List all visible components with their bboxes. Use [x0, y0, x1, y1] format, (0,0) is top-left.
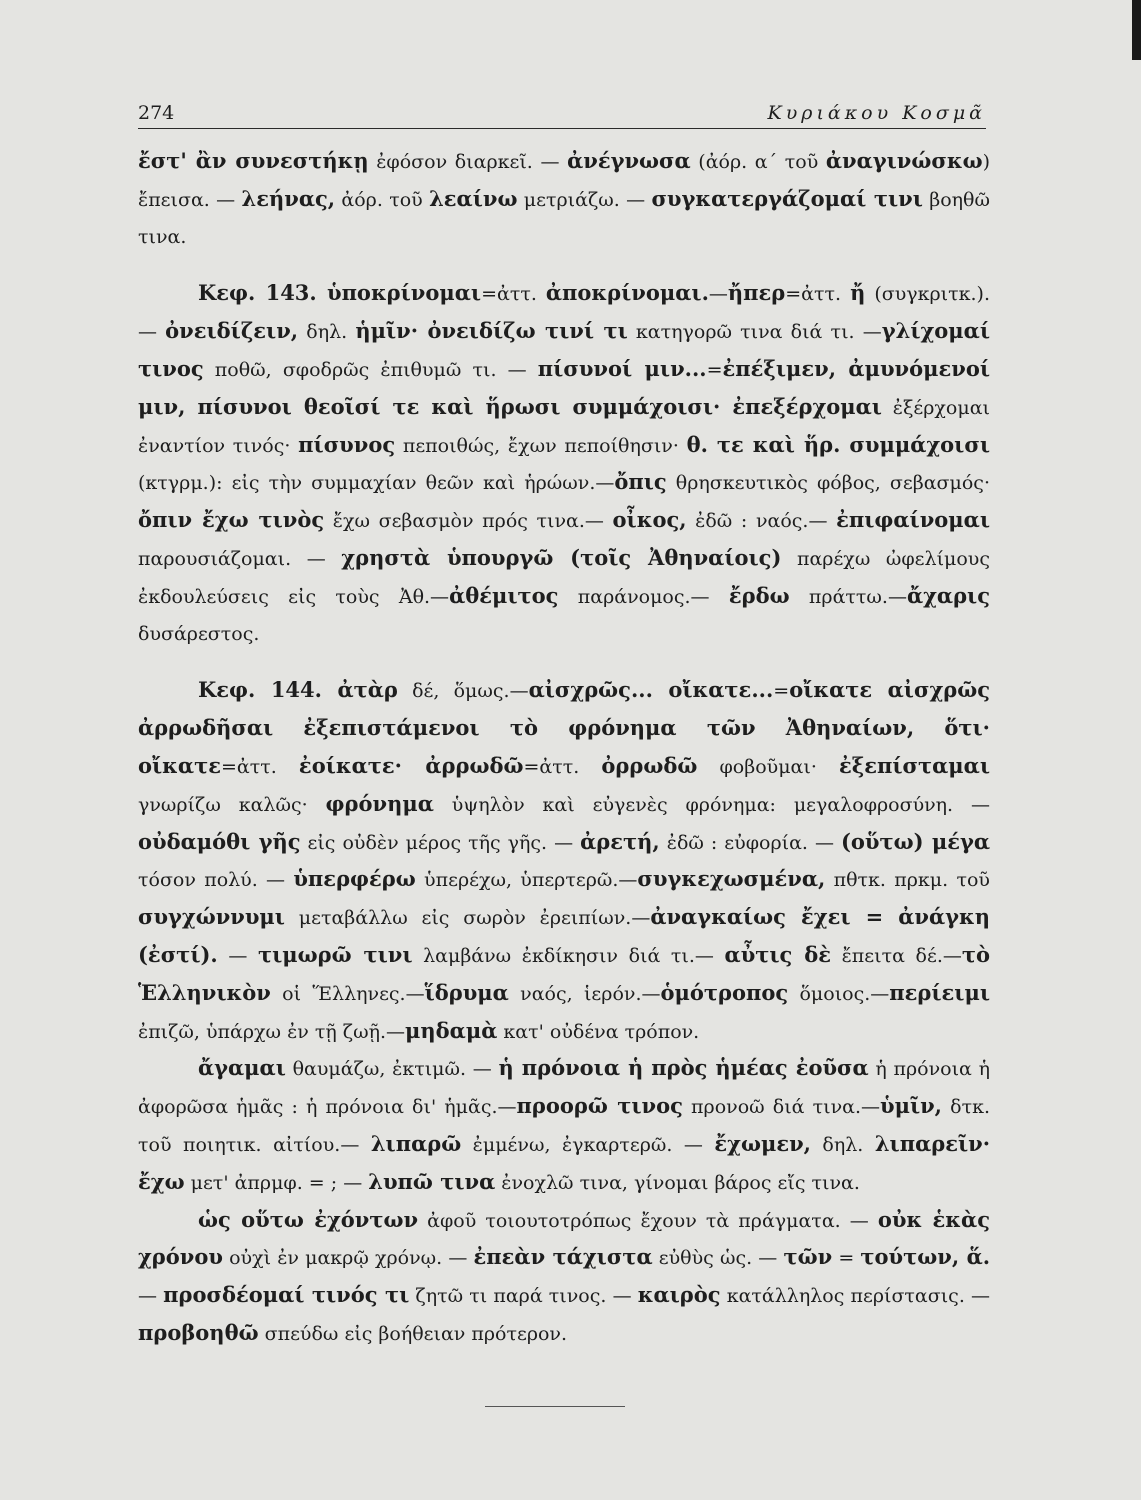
running-head: Κυριάκου Κοσμᾶ: [767, 102, 986, 124]
page-body: [138, 143, 990, 1353]
header-rule: [138, 128, 986, 129]
end-rule: [485, 1406, 625, 1407]
page-header: [138, 100, 986, 130]
paragraph: ἔστ' ἂν συνεστήκῃ ἐφόσον διαρκεῖ. — ἀνέγνωσα (ἀόρ. α΄ τοῦ ἀναγινώσκω) ἔπεισα. — λεήνας, ἀόρ. τοῦ λεαίνω μετριάζω. — συγκατεργάζομαί τινι βοηθῶ τινα.: [138, 148, 990, 248]
paragraph: ὡς οὕτω ἐχόντων ἀφοῦ τοιουτοτρόπως ἔχουν τὰ πράγματα. — οὐκ ἑκὰς χρόνου οὐχὶ ἐν μακρῷ χρόνῳ. — ἐπεὰν τάχιστα εὐθὺς ὡς. — τῶν = τούτων, ἅ. — προσδέομαί τινός τι ζητῶ τι παρά τινος. — καιρὸς κατάλληλος περίστασις. — προβοηθῶ σπεύδω εἰς βοήθειαν πρότερον.: [138, 1206, 991, 1345]
paragraph-kef-143: Κεφ. 143. ὑποκρίνομαι=ἀττ. ἀποκρίνομαι.—ἤπερ=ἀττ. ἤ (συγκριτκ.). — ὀνειδίζειν, δηλ. ἡμῖν· ὀνειδίζω τινί τι κατηγορῶ τινα διά τι. —γλίχομαί τινος ποθῶ, σφοδρῶς ἐπιθυμῶ τι. — πίσυνοί μιν...=ἐπέξιμεν, ἀμυνόμενοί μιν, πίσυνοι θεοῖσί τε καὶ ἥρωσι συμμάχοισι· ἐπεξέρχομαι ἐξέρχομαι ἐναντίον τινός· πίσυνος πεποιθώς, ἔχων πεποίθησιν· θ. τε καὶ ἥρ. συμμάχοισι (κτγρμ.): εἰς τὴν συμμαχίαν θεῶν καὶ ἡρώων.—ὄπις θρησκευτικὸς φόβος, σεβασμός· ὄπιν ἔχω τινὸς ἔχω σεβασμὸν πρός τινα.— οἶκος, ἐδῶ : ναός.— ἐπιφαίνομαι παρουσιάζομαι. — χρηστὰ ὑπουργῶ (τοῖς Ἀθηναίοις) παρέχω ὠφελίμους ἐκδουλεύσεις εἰς τοὺς Ἀθ.—ἀθέμιτος παράνομος.— ἔρδω πράττω.—ἄχαρις δυσάρεστος.: [138, 280, 991, 645]
paragraph-kef-144: Κεφ. 144. ἀτὰρ δέ, ὅμως.—αἰσχρῶς... οἴκατε...=οἴκατε αἰσχρῶς ἀρρωδῆσαι ἐξεπιστάμενοι τὸ φρόνημα τῶν Ἀθηναίων, ὅτι· οἴκατε=ἀττ. ἐοίκατε· ἀρρωδῶ=ἀττ. ὀρρωδῶ φοβοῦμαι· ἐξεπίσταμαι γνωρίζω καλῶς· φρόνημα ὑψηλὸν καὶ εὐγενὲς φρόνημα: μεγαλοφροσύνη. — οὐδαμόθι γῆς εἰς οὐδὲν μέρος τῆς γῆς. — ἀρετή, ἐδῶ : εὐφορία. — (οὕτω) μέγα τόσον πολύ. — ὑπερφέρω ὑπερέχω, ὑπερτερῶ.—συγκεχωσμένα, πθτκ. πρκμ. τοῦ συγχώννυμι μεταβάλλω εἰς σωρὸν ἐρειπίων.—ἀναγκαίως ἔχει = ἀνάγκη (ἐστί). — τιμωρῶ τινι λαμβάνω ἐκδίκησιν διά τι.— αὖτις δὲ ἔπειτα δέ.—τὸ Ἑλληνικὸν οἱ Ἕλληνες.—ἵδρυμα ναός, ἱερόν.—ὁμότροπος ὅμοιος.—περίειμι ἐπιζῶ, ὑπάρχω ἐν τῇ ζωῇ.—μηδαμὰ κατ' οὐδένα τρόπον.: [138, 677, 990, 1043]
page-number: 274: [138, 102, 175, 124]
paragraph: ἄγαμαι θαυμάζω, ἐκτιμῶ. — ἡ πρόνοια ἡ πρὸς ἡμέας ἐοῦσα ἡ πρόνοια ἡ ἀφορῶσα ἡμᾶς : ἡ πρόνοια δι' ἡμᾶς.—προορῶ τινος προνοῶ διά τινα.—ὑμῖν, δτκ. τοῦ ποιητικ. αἰτίου.— λιπαρῶ ἐμμένω, ἐγκαρτερῶ. — ἔχωμεν, δηλ. λιπαρεῖν· ἔχω μετ' ἀπρμφ. = ; — λυπῶ τινα ἐνοχλῶ τινα, γίνομαι βάρος εἴς τινα.: [138, 1055, 991, 1194]
